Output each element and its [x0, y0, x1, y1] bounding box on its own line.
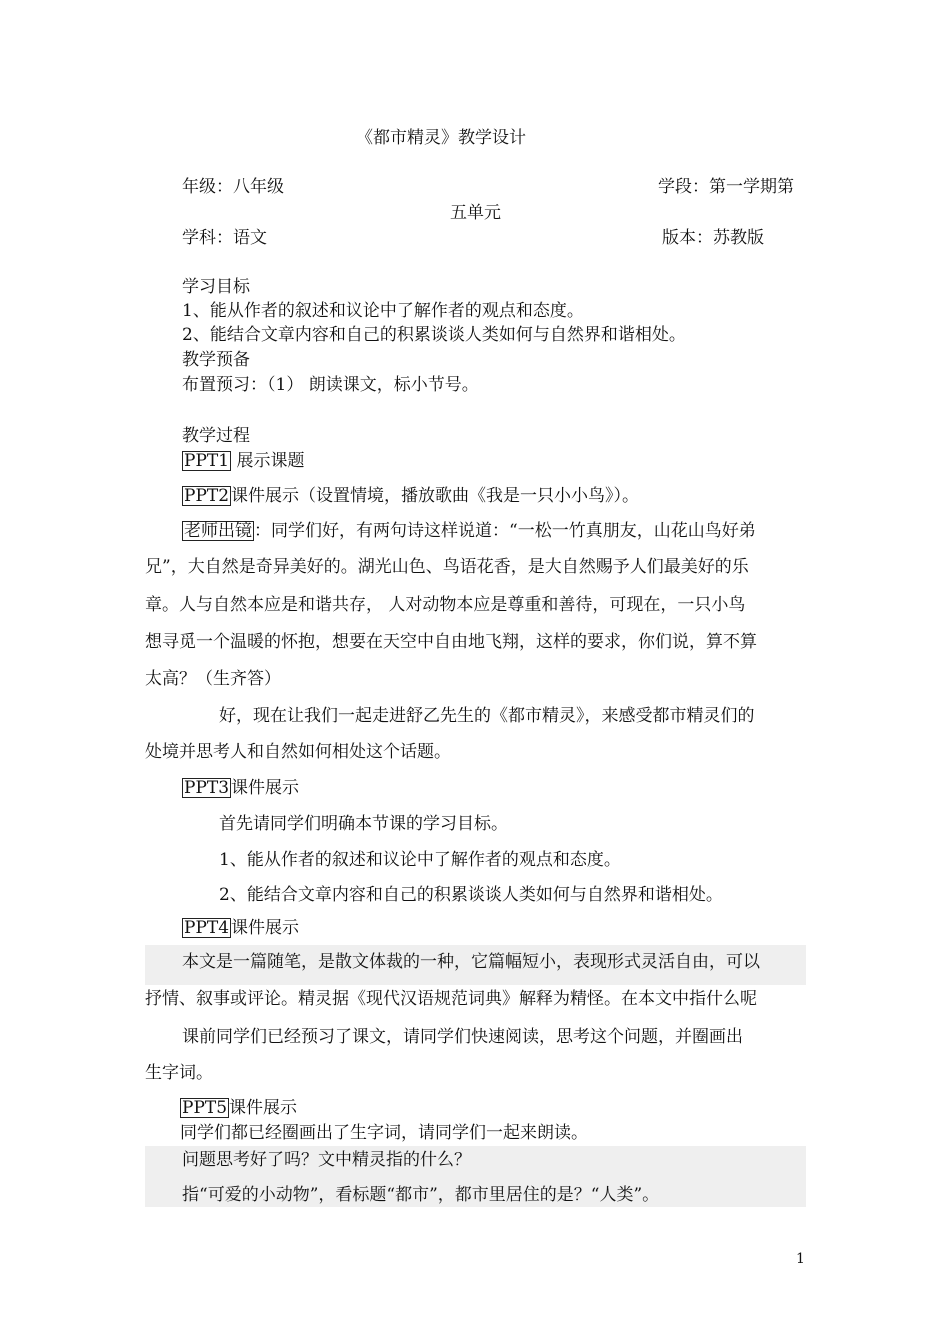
prep-text: 布置预习：（1） 朗读课文，标小节号。 — [182, 375, 479, 395]
ppt3-line — [182, 777, 299, 799]
ppt1-line — [182, 450, 304, 472]
para3-line-2: 1、能从作者的叙述和议论中了解作者的观点和态度。 — [219, 850, 621, 870]
goals-heading: 学习目标 — [182, 277, 250, 297]
goal-2: 2、能结合文章内容和自己的积累谈谈人类如何与自然界和谐相处。 — [182, 325, 686, 345]
prep-heading: 教学预备 — [182, 350, 250, 370]
period-label: 学段：第一学期第 — [658, 177, 794, 197]
edition-label: 版本：苏教版 — [662, 228, 764, 248]
ppt2-text: 课件展示（设置情境，播放歌曲《我是一只小小鸟》）。 — [231, 486, 640, 506]
para2-line-2: 处境并思考人和自然如何相处这个话题。 — [145, 742, 451, 762]
ppt2-line — [182, 485, 639, 507]
ppt3-tag: PPT3 — [184, 778, 230, 798]
ppt3-text: 课件展示 — [231, 778, 300, 798]
para4-line-2: 抒情、叙事或评论。精灵据《现代汉语规范词典》解释为精怪。在本文中指什么呢 — [145, 989, 757, 1009]
teacher-line-1 — [182, 520, 756, 542]
teacher-line-5: 太高？（生齐答） — [145, 669, 281, 689]
grade-label: 年级：八年级 — [182, 177, 284, 197]
doc-title: 《都市精灵》教学设计 — [356, 128, 526, 148]
ppt4-text: 课件展示 — [231, 918, 300, 938]
teacher-line-3: 章。人与自然本应是和谐共存， 人对动物本应是尊重和善待，可现在，一只小鸟 — [145, 595, 746, 615]
subject-label: 学科：语文 — [182, 228, 267, 248]
page-number: 1 — [796, 1251, 805, 1267]
period-label-cont: 五单元 — [450, 203, 501, 223]
process-heading: 教学过程 — [182, 426, 250, 446]
para4-line-3: 课前同学们已经预习了课文，请同学们快速阅读，思考这个问题，并圈画出 — [182, 1027, 743, 1047]
ppt4-line — [182, 917, 299, 939]
teacher-tag: 老师出镜 — [184, 521, 252, 541]
para5-line-1: 同学们都已经圈画出了生字词，请同学们一起来朗读。 — [180, 1123, 588, 1143]
teacher-line-2: 兄”，大自然是奇异美好的。湖光山色、鸟语花香，是大自然赐予人们最美好的乐 — [145, 557, 749, 577]
goal-1: 1、能从作者的叙述和议论中了解作者的观点和态度。 — [182, 301, 584, 321]
ppt5-tag: PPT5 — [182, 1098, 228, 1118]
para3-line-1: 首先请同学们明确本节课的学习目标。 — [219, 814, 508, 834]
para2-line-1: 好，现在让我们一起走进舒乙先生的《都市精灵》，来感受都市精灵们的 — [219, 706, 755, 726]
para5-line-2: 问题思考好了吗？文中精灵指的什么？ — [182, 1150, 471, 1170]
para5-line-3: 指“可爱的小动物”，看标题“都市”，都市里居住的是？“人类”。 — [182, 1185, 660, 1205]
para4-line-1: 本文是一篇随笔，是散文体裁的一种，它篇幅短小，表现形式灵活自由，可以 — [182, 952, 760, 972]
ppt5-line — [180, 1097, 297, 1119]
ppt2-tag: PPT2 — [184, 486, 230, 506]
ppt4-tag: PPT4 — [184, 918, 230, 938]
teacher-text-1: ：同学们好，有两句诗这样说道：“一松一竹真朋友，山花山鸟好弟 — [254, 521, 756, 541]
ppt5-text: 课件展示 — [229, 1098, 298, 1118]
para3-line-3: 2、能结合文章内容和自己的积累谈谈人类如何与自然界和谐相处。 — [219, 885, 723, 905]
para4-line-4: 生字词。 — [145, 1063, 213, 1083]
teacher-line-4: 想寻觅一个温暖的怀抱，想要在天空中自由地飞翔，这样的要求，你们说，算不算 — [145, 632, 757, 652]
ppt1-text: 展示课题 — [231, 451, 305, 471]
ppt1-tag: PPT1 — [184, 451, 230, 471]
